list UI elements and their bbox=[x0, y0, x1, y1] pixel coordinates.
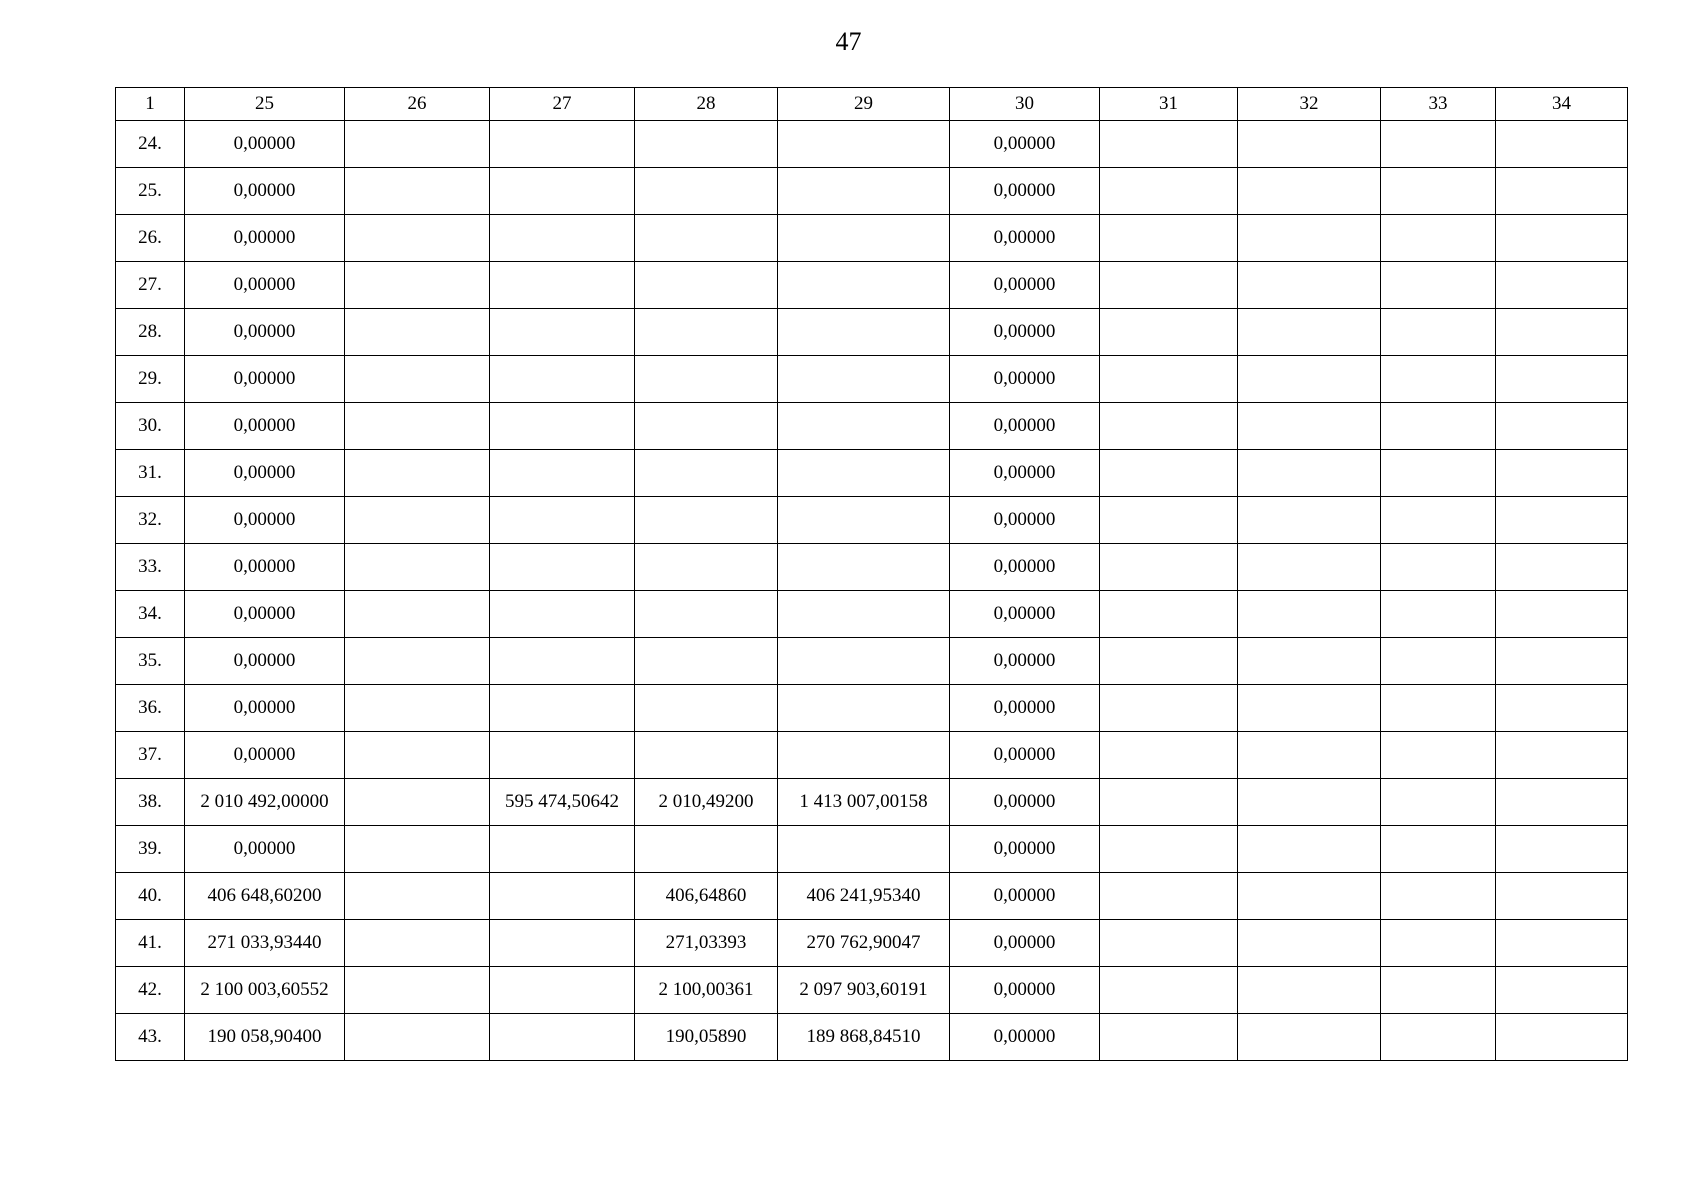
table-cell bbox=[1496, 967, 1628, 1014]
table-cell bbox=[635, 262, 778, 309]
row-number-cell: 40. bbox=[116, 873, 185, 920]
table-cell bbox=[1381, 403, 1496, 450]
row-number-cell: 25. bbox=[116, 168, 185, 215]
table-cell: 0,00000 bbox=[950, 544, 1100, 591]
table-cell bbox=[1496, 309, 1628, 356]
table-cell bbox=[1381, 544, 1496, 591]
table-cell bbox=[1238, 591, 1381, 638]
table-cell bbox=[1100, 826, 1238, 873]
table-row bbox=[116, 168, 1628, 215]
table-cell bbox=[1381, 920, 1496, 967]
table-cell bbox=[635, 732, 778, 779]
table-row bbox=[116, 967, 1628, 1014]
table-cell bbox=[1238, 450, 1381, 497]
table-cell: 0,00000 bbox=[185, 121, 345, 168]
table-cell bbox=[1100, 732, 1238, 779]
table-cell bbox=[1496, 732, 1628, 779]
table-cell: 0,00000 bbox=[950, 732, 1100, 779]
table-cell bbox=[778, 497, 950, 544]
table-cell bbox=[1100, 309, 1238, 356]
table-cell bbox=[1238, 967, 1381, 1014]
table-cell: 0,00000 bbox=[950, 356, 1100, 403]
table-cell bbox=[778, 638, 950, 685]
table-row bbox=[116, 732, 1628, 779]
table-cell: 2 010 492,00000 bbox=[185, 779, 345, 826]
row-number-cell: 28. bbox=[116, 309, 185, 356]
table-cell bbox=[490, 920, 635, 967]
table-cell bbox=[345, 1014, 490, 1061]
table-cell bbox=[345, 732, 490, 779]
table-cell bbox=[1100, 215, 1238, 262]
table-cell: 0,00000 bbox=[950, 638, 1100, 685]
table-cell: 0,00000 bbox=[185, 215, 345, 262]
column-header-4: 28 bbox=[635, 88, 778, 121]
table-cell: 0,00000 bbox=[950, 309, 1100, 356]
table-cell bbox=[1238, 826, 1381, 873]
table-cell bbox=[490, 732, 635, 779]
page-number: 47 bbox=[835, 27, 862, 56]
table-cell bbox=[778, 262, 950, 309]
table-body bbox=[116, 121, 1628, 1061]
table-cell: 271 033,93440 bbox=[185, 920, 345, 967]
table-cell bbox=[1100, 544, 1238, 591]
table-cell bbox=[490, 450, 635, 497]
table-cell bbox=[1381, 121, 1496, 168]
table-cell bbox=[1381, 779, 1496, 826]
table-row bbox=[116, 591, 1628, 638]
table-cell bbox=[635, 638, 778, 685]
column-header-1: 25 bbox=[185, 88, 345, 121]
table-cell bbox=[490, 403, 635, 450]
table-cell: 0,00000 bbox=[950, 215, 1100, 262]
table-cell: 0,00000 bbox=[185, 497, 345, 544]
table-cell bbox=[345, 685, 490, 732]
table-cell bbox=[778, 168, 950, 215]
column-header-2: 26 bbox=[345, 88, 490, 121]
table-cell bbox=[635, 591, 778, 638]
column-header-3: 27 bbox=[490, 88, 635, 121]
table-cell bbox=[1381, 732, 1496, 779]
row-number-cell: 24. bbox=[116, 121, 185, 168]
table-cell: 0,00000 bbox=[185, 309, 345, 356]
table-cell bbox=[1238, 309, 1381, 356]
table-cell: 406 241,95340 bbox=[778, 873, 950, 920]
table-row bbox=[116, 544, 1628, 591]
table-cell bbox=[778, 685, 950, 732]
table-cell bbox=[778, 403, 950, 450]
table-cell bbox=[1496, 920, 1628, 967]
table-cell bbox=[1100, 262, 1238, 309]
table-cell: 0,00000 bbox=[950, 826, 1100, 873]
table-cell: 1 413 007,00158 bbox=[778, 779, 950, 826]
table-cell bbox=[1100, 779, 1238, 826]
table-cell bbox=[1496, 826, 1628, 873]
table-cell bbox=[490, 967, 635, 1014]
table-cell: 0,00000 bbox=[185, 591, 345, 638]
row-number-cell: 36. bbox=[116, 685, 185, 732]
data-table bbox=[115, 87, 1628, 1061]
table-cell bbox=[1381, 215, 1496, 262]
table-cell bbox=[1238, 215, 1381, 262]
table-cell bbox=[1238, 262, 1381, 309]
table-cell bbox=[345, 920, 490, 967]
row-number-cell: 31. bbox=[116, 450, 185, 497]
table-cell: 2 097 903,60191 bbox=[778, 967, 950, 1014]
table-cell bbox=[1100, 1014, 1238, 1061]
table-cell bbox=[1238, 403, 1381, 450]
table-cell: 0,00000 bbox=[185, 356, 345, 403]
row-number-cell: 27. bbox=[116, 262, 185, 309]
table-cell bbox=[1238, 168, 1381, 215]
table-cell bbox=[1100, 450, 1238, 497]
table-cell: 0,00000 bbox=[950, 685, 1100, 732]
table-cell bbox=[1381, 309, 1496, 356]
table-cell bbox=[635, 403, 778, 450]
table-cell: 406 648,60200 bbox=[185, 873, 345, 920]
table-row bbox=[116, 262, 1628, 309]
table-cell bbox=[1238, 779, 1381, 826]
table-cell bbox=[1238, 732, 1381, 779]
table-cell bbox=[1496, 356, 1628, 403]
column-header-10: 34 bbox=[1496, 88, 1628, 121]
table-cell bbox=[778, 309, 950, 356]
table-row bbox=[116, 121, 1628, 168]
table-cell bbox=[345, 967, 490, 1014]
table-cell: 271,03393 bbox=[635, 920, 778, 967]
table-cell bbox=[1381, 967, 1496, 1014]
table-cell: 0,00000 bbox=[950, 403, 1100, 450]
table-cell: 190,05890 bbox=[635, 1014, 778, 1061]
table-cell bbox=[778, 826, 950, 873]
table-cell bbox=[1496, 544, 1628, 591]
row-number-cell: 37. bbox=[116, 732, 185, 779]
table-cell bbox=[635, 168, 778, 215]
table-cell bbox=[490, 262, 635, 309]
table-row bbox=[116, 873, 1628, 920]
row-number-cell: 32. bbox=[116, 497, 185, 544]
header-row bbox=[116, 88, 1628, 121]
table-cell bbox=[778, 121, 950, 168]
table-row bbox=[116, 403, 1628, 450]
table-row bbox=[116, 1014, 1628, 1061]
table-cell bbox=[345, 215, 490, 262]
row-number-cell: 33. bbox=[116, 544, 185, 591]
table-cell bbox=[1496, 685, 1628, 732]
table-cell bbox=[1238, 638, 1381, 685]
table-cell bbox=[778, 356, 950, 403]
table-cell bbox=[490, 356, 635, 403]
row-number-cell: 39. bbox=[116, 826, 185, 873]
table-cell: 0,00000 bbox=[950, 920, 1100, 967]
row-number-cell: 30. bbox=[116, 403, 185, 450]
table-cell bbox=[345, 779, 490, 826]
table-cell: 2 100 003,60552 bbox=[185, 967, 345, 1014]
table-cell bbox=[1381, 873, 1496, 920]
table-cell bbox=[1496, 591, 1628, 638]
table-cell bbox=[635, 826, 778, 873]
row-number-cell: 41. bbox=[116, 920, 185, 967]
table-cell bbox=[345, 497, 490, 544]
table-cell bbox=[1381, 685, 1496, 732]
table-cell: 270 762,90047 bbox=[778, 920, 950, 967]
table-cell: 595 474,50642 bbox=[490, 779, 635, 826]
table-row bbox=[116, 826, 1628, 873]
table-cell bbox=[1381, 356, 1496, 403]
table-cell bbox=[635, 121, 778, 168]
table-cell bbox=[490, 1014, 635, 1061]
table-cell bbox=[345, 121, 490, 168]
table-row bbox=[116, 450, 1628, 497]
table-cell bbox=[1100, 403, 1238, 450]
table-cell bbox=[635, 685, 778, 732]
table-cell bbox=[345, 591, 490, 638]
table-cell bbox=[490, 873, 635, 920]
table-cell bbox=[1238, 685, 1381, 732]
table-cell bbox=[1100, 168, 1238, 215]
column-header-8: 32 bbox=[1238, 88, 1381, 121]
table-cell bbox=[1381, 450, 1496, 497]
table-cell: 0,00000 bbox=[950, 591, 1100, 638]
table-cell bbox=[1381, 591, 1496, 638]
table-cell bbox=[778, 732, 950, 779]
table-cell bbox=[1496, 450, 1628, 497]
table-cell bbox=[1496, 168, 1628, 215]
table-row bbox=[116, 920, 1628, 967]
table-cell bbox=[1100, 685, 1238, 732]
table-cell bbox=[1496, 638, 1628, 685]
table-cell bbox=[635, 309, 778, 356]
table-cell: 0,00000 bbox=[185, 638, 345, 685]
table-cell bbox=[1496, 1014, 1628, 1061]
table-cell bbox=[490, 121, 635, 168]
table-cell bbox=[490, 591, 635, 638]
table-cell bbox=[1238, 1014, 1381, 1061]
table-cell bbox=[1238, 920, 1381, 967]
table-cell bbox=[345, 309, 490, 356]
table-row bbox=[116, 497, 1628, 544]
table-cell bbox=[635, 356, 778, 403]
table-cell bbox=[1238, 356, 1381, 403]
table-cell: 2 100,00361 bbox=[635, 967, 778, 1014]
table-cell bbox=[490, 497, 635, 544]
row-number-cell: 34. bbox=[116, 591, 185, 638]
table-row bbox=[116, 685, 1628, 732]
table-cell: 0,00000 bbox=[185, 685, 345, 732]
table-cell bbox=[345, 544, 490, 591]
table-cell bbox=[345, 403, 490, 450]
table-row bbox=[116, 638, 1628, 685]
table-cell bbox=[1100, 121, 1238, 168]
table-cell: 0,00000 bbox=[185, 826, 345, 873]
row-number-cell: 42. bbox=[116, 967, 185, 1014]
column-header-9: 33 bbox=[1381, 88, 1496, 121]
table-row bbox=[116, 309, 1628, 356]
table-cell bbox=[1496, 403, 1628, 450]
table-cell: 2 010,49200 bbox=[635, 779, 778, 826]
table-cell: 406,64860 bbox=[635, 873, 778, 920]
table-cell: 0,00000 bbox=[185, 168, 345, 215]
table-cell bbox=[345, 873, 490, 920]
table-cell bbox=[1100, 920, 1238, 967]
table-cell bbox=[635, 450, 778, 497]
table-cell bbox=[1100, 591, 1238, 638]
table-cell: 0,00000 bbox=[950, 1014, 1100, 1061]
column-header-0: 1 bbox=[116, 88, 185, 121]
table-cell bbox=[635, 215, 778, 262]
table-cell bbox=[1100, 356, 1238, 403]
table-row bbox=[116, 779, 1628, 826]
table-cell bbox=[1100, 638, 1238, 685]
table-row bbox=[116, 215, 1628, 262]
column-header-7: 31 bbox=[1100, 88, 1238, 121]
column-header-5: 29 bbox=[778, 88, 950, 121]
table-cell: 0,00000 bbox=[950, 873, 1100, 920]
table-cell bbox=[1381, 1014, 1496, 1061]
table-cell bbox=[345, 638, 490, 685]
table-cell bbox=[1238, 497, 1381, 544]
table-cell bbox=[1496, 215, 1628, 262]
table-cell bbox=[345, 450, 490, 497]
table-cell bbox=[778, 450, 950, 497]
table-cell bbox=[1100, 497, 1238, 544]
table-cell bbox=[1238, 873, 1381, 920]
table-cell bbox=[1381, 497, 1496, 544]
row-number-cell: 43. bbox=[116, 1014, 185, 1061]
table-cell: 0,00000 bbox=[950, 262, 1100, 309]
table-cell bbox=[1496, 121, 1628, 168]
table-cell bbox=[635, 544, 778, 591]
table-cell bbox=[1381, 638, 1496, 685]
row-number-cell: 38. bbox=[116, 779, 185, 826]
table-cell bbox=[1496, 779, 1628, 826]
table-cell: 0,00000 bbox=[950, 967, 1100, 1014]
table-cell bbox=[345, 262, 490, 309]
table-cell bbox=[1238, 544, 1381, 591]
column-header-6: 30 bbox=[950, 88, 1100, 121]
table-cell bbox=[1496, 873, 1628, 920]
table-cell: 0,00000 bbox=[950, 450, 1100, 497]
table-cell bbox=[778, 591, 950, 638]
table-cell bbox=[1496, 497, 1628, 544]
table-cell bbox=[345, 826, 490, 873]
table-cell bbox=[490, 215, 635, 262]
table-cell bbox=[490, 168, 635, 215]
table-cell bbox=[490, 309, 635, 356]
table-cell: 0,00000 bbox=[950, 779, 1100, 826]
table-cell: 0,00000 bbox=[950, 168, 1100, 215]
table-cell: 0,00000 bbox=[950, 121, 1100, 168]
table-cell bbox=[778, 544, 950, 591]
table-cell: 0,00000 bbox=[185, 544, 345, 591]
table-cell bbox=[490, 638, 635, 685]
table-cell bbox=[490, 685, 635, 732]
row-number-cell: 26. bbox=[116, 215, 185, 262]
table-cell bbox=[778, 215, 950, 262]
row-number-cell: 29. bbox=[116, 356, 185, 403]
table-cell: 190 058,90400 bbox=[185, 1014, 345, 1061]
table-cell: 0,00000 bbox=[185, 403, 345, 450]
table-cell bbox=[635, 497, 778, 544]
table-cell bbox=[1100, 967, 1238, 1014]
table-cell bbox=[1100, 873, 1238, 920]
table-cell bbox=[1381, 168, 1496, 215]
table-cell bbox=[1238, 121, 1381, 168]
table-row bbox=[116, 356, 1628, 403]
table-cell bbox=[1381, 262, 1496, 309]
table-cell bbox=[490, 826, 635, 873]
table-cell bbox=[1381, 826, 1496, 873]
table-cell bbox=[1496, 262, 1628, 309]
table-cell bbox=[345, 356, 490, 403]
row-number-cell: 35. bbox=[116, 638, 185, 685]
table-cell: 189 868,84510 bbox=[778, 1014, 950, 1061]
table-cell bbox=[345, 168, 490, 215]
table-header bbox=[116, 88, 1628, 121]
table-cell bbox=[490, 544, 635, 591]
table-cell: 0,00000 bbox=[185, 450, 345, 497]
table-cell: 0,00000 bbox=[185, 262, 345, 309]
table-cell: 0,00000 bbox=[185, 732, 345, 779]
table-cell: 0,00000 bbox=[950, 497, 1100, 544]
